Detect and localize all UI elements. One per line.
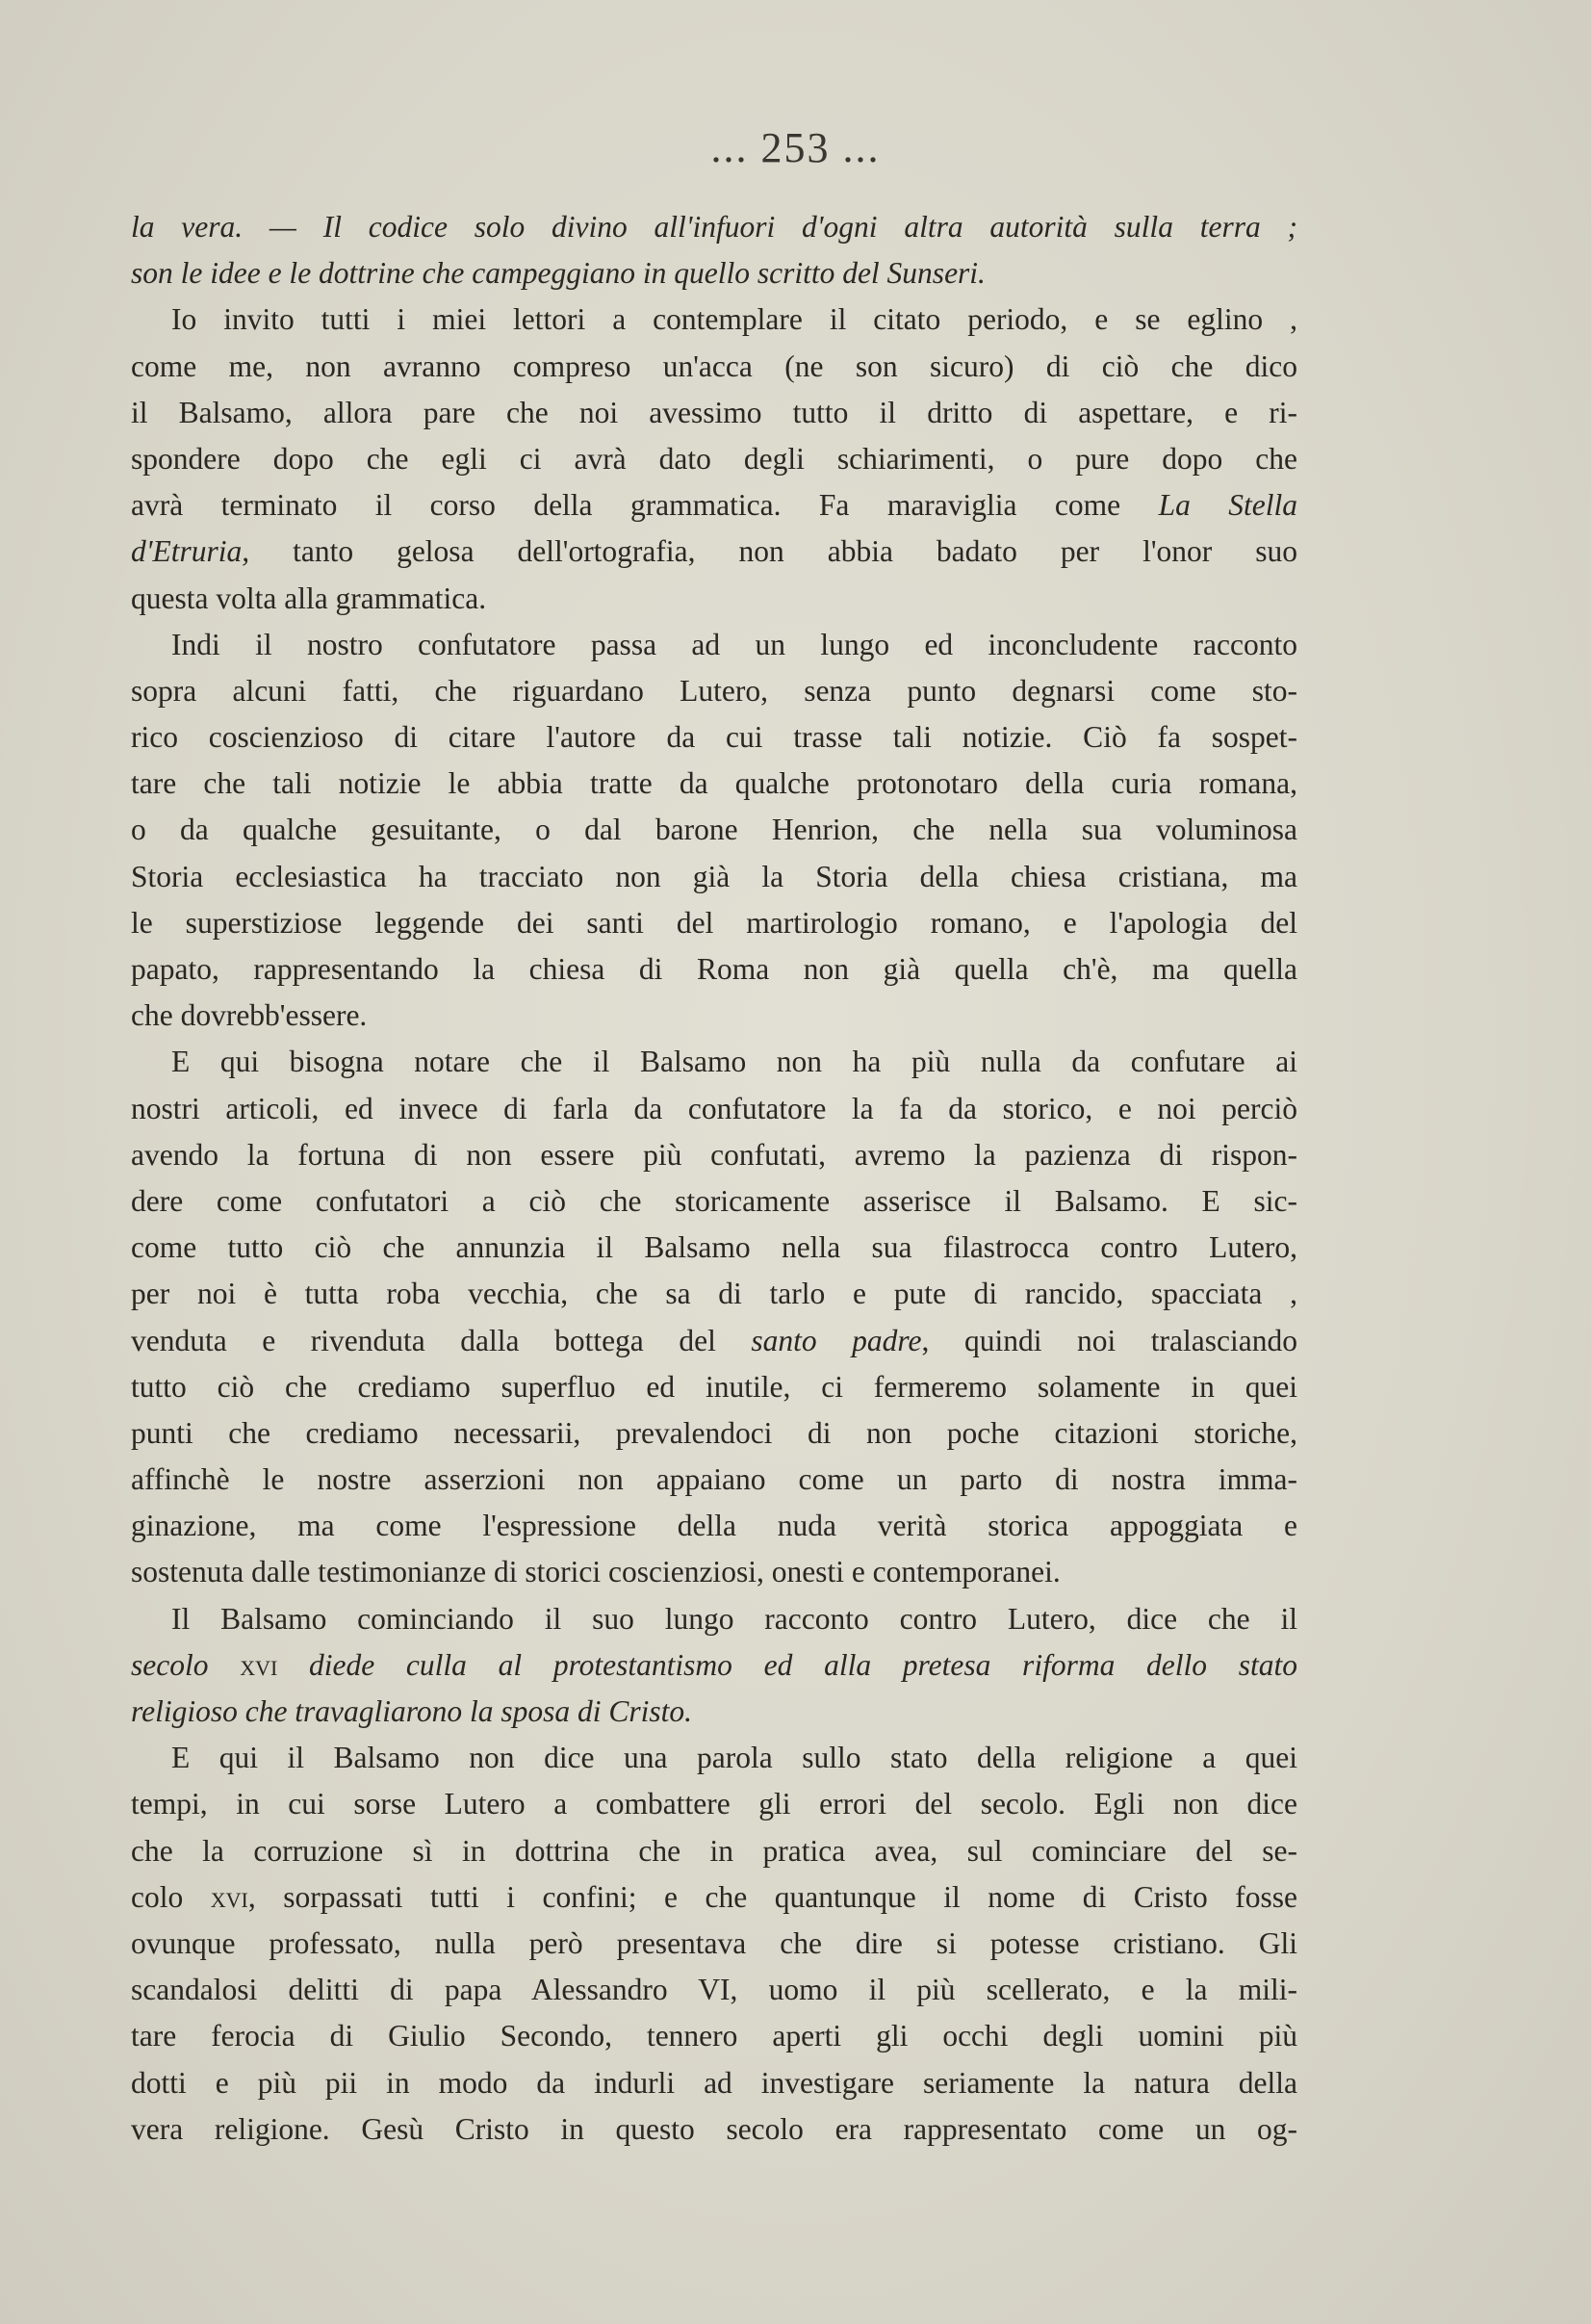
text-line — [131, 1642, 1297, 1689]
text-line — [131, 529, 1297, 575]
text-segment: santo padre — [751, 1323, 922, 1357]
text-line — [131, 1596, 1297, 1642]
text-segment: ginazione, ma come l'espressione della nuda verità storica appoggiata e — [131, 1509, 1297, 1543]
text-line — [131, 807, 1297, 853]
text-line — [131, 668, 1297, 714]
text-line — [131, 436, 1297, 482]
text-segment: tutto ciò che crediamo superfluo ed inutile, ci fermeremo solamente in quei — [131, 1369, 1297, 1404]
text-line — [131, 1086, 1297, 1132]
text-segment: o da qualche gesuitante, o dal barone Henrion, che nella sua voluminosa — [131, 813, 1297, 847]
text-line — [131, 1735, 1297, 1781]
text-segment: avendo la fortuna di non essere più confutati, avremo la pazienza di rispon- — [131, 1137, 1297, 1172]
text-line — [131, 900, 1297, 946]
text-line — [131, 1503, 1297, 1549]
text-segment: la vera. — Il codice solo divino all'infuori d'ogni altra autorità sulla terra ; — [131, 210, 1297, 244]
text-segment: le superstiziose leggende dei santi del martirologio romano, e l'apologia del — [131, 905, 1297, 940]
text-line — [131, 1132, 1297, 1178]
text-segment: diede culla al protestantismo ed alla pretesa riforma dello stato — [277, 1647, 1297, 1682]
text-line — [131, 2106, 1297, 2153]
text-line — [131, 1039, 1297, 1085]
text-segment: tanto gelosa dell'ortografia, non abbia badato per l'onor suo — [249, 534, 1297, 569]
text-line — [131, 1549, 1297, 1595]
text-line — [131, 1828, 1297, 1874]
text-line — [131, 854, 1297, 900]
text-segment: Il Balsamo cominciando il suo lungo racconto contro Lutero, dice che il — [171, 1601, 1297, 1636]
text-segment: xvi — [210, 1879, 248, 1914]
text-segment: religioso che travagliarono la sposa di Cristo. — [131, 1694, 693, 1728]
text-segment: che dovrebb'essere. — [131, 998, 368, 1033]
text-segment: spondere dopo che egli ci avrà dato degli schiarimenti, o pure dopo che — [131, 441, 1297, 476]
text-segment: colo — [131, 1879, 211, 1914]
text-line — [131, 344, 1297, 390]
text-segment: il Balsamo, allora pare che noi avessimo tutto il dritto di aspettare, e ri- — [131, 395, 1297, 429]
text-line — [131, 1781, 1297, 1827]
text-segment: dere come confutatori a ciò che storicamente asserisce il Balsamo. E sic- — [131, 1183, 1297, 1218]
text-segment: tare che tali notizie le abbia tratte da qualche protonotaro della curia romana, — [131, 766, 1297, 801]
text-segment: ovunque professato, nulla però presentava che dire si potesse cristiano. Gli — [131, 1925, 1297, 1960]
text-line — [131, 993, 1297, 1039]
text-segment: questa volta alla grammatica. — [131, 581, 487, 615]
text-line — [131, 714, 1297, 761]
text-segment: Storia ecclesiastica ha tracciato non già la Storia della chiesa cristiana, ma — [131, 859, 1297, 893]
text-segment: venduta e rivenduta dalla bottega del — [131, 1323, 752, 1357]
text-line — [131, 1225, 1297, 1271]
page-number: ... 253 ... — [710, 124, 881, 171]
text-line — [131, 482, 1297, 529]
text-line — [131, 1410, 1297, 1457]
text-line — [131, 1364, 1297, 1410]
text-line — [131, 622, 1297, 668]
text-segment: papato, rappresentando la chiesa di Roma non già quella ch'è, ma quella — [131, 952, 1297, 986]
text-line — [131, 1967, 1297, 2013]
text-line — [131, 761, 1297, 807]
text-segment: secolo — [131, 1647, 241, 1682]
text-segment: sostenuta dalle testimonianze di storici coscienziosi, onesti e contemporanei. — [131, 1555, 1061, 1589]
text-line — [131, 2060, 1297, 2106]
text-line — [131, 250, 1297, 297]
text-line — [131, 946, 1297, 993]
body-text — [131, 204, 1297, 2153]
text-segment: dotti e più pii in modo da indurli ad investigare seriamente la natura della — [131, 2065, 1297, 2100]
text-segment: , sorpassati tutti i confini; e che quantunque il nome di Cristo fosse — [247, 1879, 1297, 1914]
text-segment: vera religione. Gesù Cristo in questo secolo era rappresentato come un og- — [131, 2111, 1297, 2146]
text-line — [131, 1457, 1297, 1503]
text-segment: sopra alcuni fatti, che riguardano Lutero, senza punto degnarsi come sto- — [131, 673, 1297, 708]
text-segment: E qui bisogna notare che il Balsamo non ha più nulla da confutare ai — [171, 1045, 1297, 1079]
text-segment: come tutto ciò che annunzia il Balsamo nella sua filastrocca contro Lutero, — [131, 1230, 1297, 1265]
text-line — [131, 2013, 1297, 2059]
text-segment: tare ferocia di Giulio Secondo, tennero aperti gli occhi degli uomini più — [131, 2019, 1297, 2053]
text-segment: come me, non avranno compreso un'acca (ne son sicuro) di ciò che dico — [131, 349, 1297, 383]
text-segment: rico coscienzioso di citare l'autore da cui trasse tali notizie. Ciò fa sospet- — [131, 720, 1297, 755]
text-line — [131, 1874, 1297, 1921]
text-line — [131, 1921, 1297, 1967]
text-segment: Indi il nostro confutatore passa ad un lungo ed inconcludente racconto — [171, 627, 1297, 661]
text-segment: , quindi noi tralasciando — [921, 1323, 1297, 1357]
text-line — [131, 1318, 1297, 1364]
text-line — [131, 576, 1297, 622]
text-segment: son le idee e le dottrine che campeggiano in quello scritto del Sunseri. — [131, 256, 986, 291]
text-segment: che la corruzione sì in dottrina che in pratica avea, sul cominciare del se- — [131, 1833, 1297, 1868]
text-segment: La Stella — [1158, 488, 1297, 523]
text-line — [131, 297, 1297, 343]
text-segment: affinchè le nostre asserzioni non appaiano come un parto di nostra imma- — [131, 1462, 1297, 1497]
text-segment: nostri articoli, ed invece di farla da confutatore la fa da storico, e noi perciò — [131, 1091, 1297, 1125]
text-line — [131, 390, 1297, 436]
text-line — [131, 1178, 1297, 1225]
text-segment: avrà terminato il corso della grammatica. Fa maraviglia come — [131, 488, 1159, 523]
text-segment: d'Etruria, — [131, 534, 250, 569]
text-segment: punti che crediamo necessarii, prevalendoci di non poche citazioni storiche, — [131, 1415, 1297, 1450]
text-segment: per noi è tutta roba vecchia, che sa di tarlo e pute di rancido, spacciata , — [131, 1277, 1297, 1311]
text-segment: xvi — [240, 1647, 278, 1682]
text-segment: scandalosi delitti di papa Alessandro VI, uomo il più scellerato, e la mili- — [131, 1973, 1297, 2007]
text-segment: E qui il Balsamo non dice una parola sullo stato della religione a quei — [171, 1741, 1297, 1775]
text-line — [131, 1689, 1297, 1735]
text-segment: Io invito tutti i miei lettori a contemplare il citato periodo, e se eglino , — [171, 302, 1297, 337]
text-line — [131, 1271, 1297, 1317]
text-line — [131, 204, 1297, 250]
text-segment: tempi, in cui sorse Lutero a combattere gli errori del secolo. Egli non dice — [131, 1787, 1297, 1821]
